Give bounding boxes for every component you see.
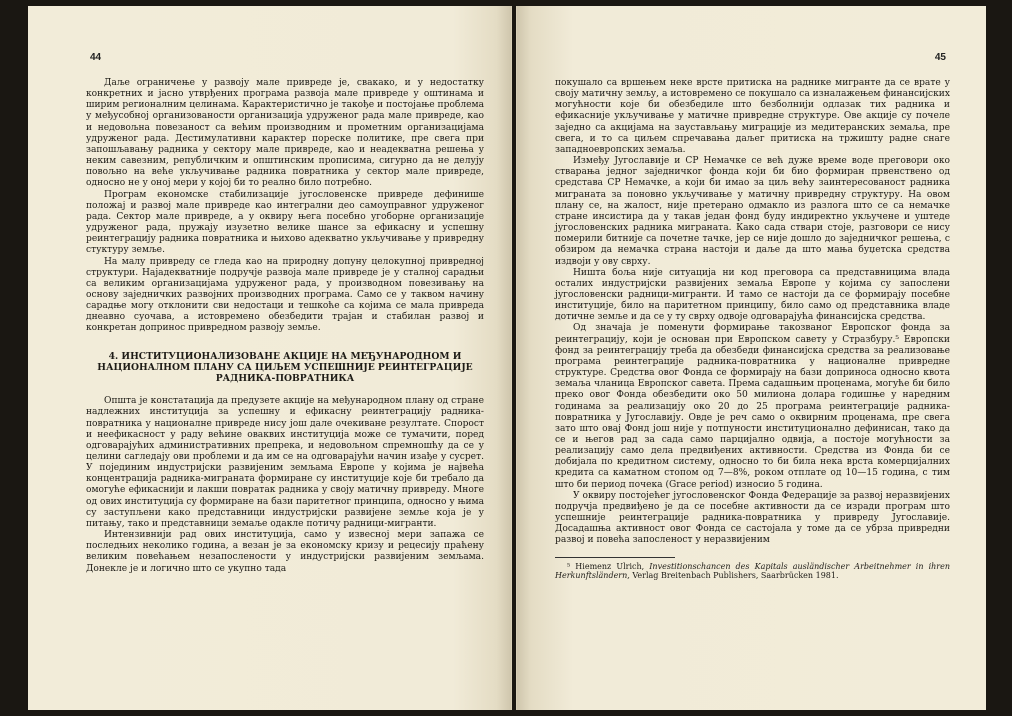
paragraph: На малу привреду се гледа као на природну допуну целокупној привредној структури. Најадекватније подручје развоја мале привреде је у сталној сарадњи са великим организацијама удруженог рада, у производном повезивању на основу заједничких развојних производних програма. Само се у таквом начину сарадње могу отклонити сви недостаци и тешкоће са којима се мала привреда днеавно суочава, а истовремено обезбедити трајан и стабилан развој и конкретан допринос привредном развоју земље. bbox=[86, 256, 484, 334]
footnote-title: Investitionschancen des Kapitals ausländischer Arbeitnehmer in ihren Herkunftsländern, bbox=[555, 561, 950, 581]
footnote bbox=[555, 562, 950, 581]
paragraph: покушало са вршењем неке врсте притиска на раднике мигранте да се врате у своју матичну земљу, а истовремено се покушало са изналажењем финансијских могућности које би обезбедиле што безболнији одлазак тих радника и ефикасније укључивање у матичне привредне структуре. Ове акције су почеле заједно са акцијама на заустављању миграције из медитеранских земаља, пре свега, и то са циљем спречавања даљег притиска на тржишту радне снаге западноевропских земаља. bbox=[555, 78, 950, 155]
paragraph: Интензивнији рад ових институција, само у извесној мери запажа се последњих неколико година, а везан је за економску кризу и рецесију праћену великим повећањем незапослености у индустријски развијеним земљама. Донекле је и логично што се укупно тада bbox=[86, 530, 484, 574]
footnote-publisher: Verlag Breitenbach Publishers, Saarbrücken 1981. bbox=[632, 571, 839, 581]
footnote-marker: ⁵ bbox=[567, 561, 571, 571]
right-page bbox=[516, 6, 986, 710]
paragraph: Програм економске стабилизације југословенске привреде дефинише положај и развој мале привреде као интегрални део самоуправног удруженог рада. Сектор мале привреде, а у оквиру њега посебно угоборне организације удруженог рада, пружају изузетно велике шансе за ефикасну и успешну реинтеграцију радника повратника и њихово адекватно укључивање у привредну стуктуру земље. bbox=[86, 189, 484, 256]
paragraph: Ништа боља није ситуација ни код преговора са представницима влада осталих индустријски развијених земаља Европе у којима су запослени југословенски радници-мигранти. И тамо се настоји да се формирају посебне институције, било на паритетном принципу, било само од представника владе дотичне земље и да се у ту сврху одвоје одговарајућа финансијска средства. bbox=[555, 267, 950, 323]
paragraph: Од значаја је поменути формирање такозваног Европског фонда за реинтеграцију, који је основан при Европском савету у Стразбуру.⁵ Европски фонд за реинтеграцију треба да обезбеди финансијска средства за реализовање програма реинтеграције радника-повратника у националне привредне структуре. Средства овог Фонда се формирају на бази доприноса односно квота земаља чланица Европског савета. Према садашњим проценама, могуће би било преко овог Фонда обезбедити око 50 милиона долара годишње у наредним годинама за реализацију око 20 до 25 програма реинтеграције радника-повратника у Југославију. Овде је реч само о оквирним проценама, пре свега зато што овај Фонд још није у потпуности институционално дефинисан, тако да се и његов рад за сада само парцијално одвија, а постоје могућности за реализацију само дела предвиђених активности. Средства из Фонда би се добијала по кредитном систему, односно то би била нека врста комерцијалних кредита са каматном стопом од 7—8%, роком отплате од 10—15 година, с тим што би период почека (Grace period) износио 5 година. bbox=[555, 323, 950, 490]
section-heading: 4. ИНСТИТУЦИОНАЛИЗОВАНЕ АКЦИЈЕ НА МЕЂУНАРОДНОМ И НАЦИОНАЛНОМ ПЛАНУ СА ЦИЉЕМ УСПЕШНИЈЕ РЕИНТЕГРАЦИЈЕ РАДНИКА-ПОВРАТНИКА bbox=[97, 350, 473, 384]
page-number-right: 45 bbox=[934, 52, 946, 63]
left-page-body bbox=[86, 78, 484, 575]
paragraph: Даље ограничење у развоју мале привреде је, свакако, и у недостатку конкретних и јасно утврђених програма развоја мале привреде у оштинама и ширим регионалним целинама. Карактеристично је такође и постојање проблема у међусобној организованости организација удруженог рада мале привреде, као и недовољна повезаност са већим производним и прометним организацијама удруженог рада. Дестимулативни карактер пореске политике, пре свега при запошљавању радника у сектору мале привреде, као и неадекватна решења у неким савезним, републичким и општинским прописима, сигурно да не делују повољно на веће укључивање радника повратника у сектор мале привреде, односно не у оној мери у којој би то реално било потребно. bbox=[86, 78, 484, 189]
page-number-left: 44 bbox=[90, 52, 102, 63]
right-page-body bbox=[555, 78, 950, 581]
paragraph: Општа је констатација да предузете акције на међународном плану од стране надлежних институција за успешну и ефикасну реинтеграцију радника-повратника у националне привреде нису још дале очекиване резултате. Спорост и неефикасност у раду већине оваквих институција може се тумачити, поред одговарајућих административних препрека, и недовољном спремношћу да се у целини сагледају ови проблеми и да им се на одговарајући начин изађе у сусрет. У појединим индустријски развијеним земљама Европе у којима је највећа концентрација радника-миграната формиране су институције које би требало да омогуће ефикаснији и лакши повратак радника у своју матичну привреду. Многе од ових институција су формиране на бази паритетног принципа, односно у њима су заступљени како представници индустријски развијене земље која је у питању, тако и представници земаље одакле потичу радници-мигранти. bbox=[86, 396, 484, 529]
left-page bbox=[28, 6, 512, 710]
paragraph: Између Југославије и СР Немачке се већ дуже време воде преговори око стварања једног заједничког фонда који би био формиран првенствено од средстава СР Немачке, а који би имао за циљ већу заинтересованост радника миграната за поновно укључивање у матичну привредну структуру. На овом плану се, на жалост, није претерано одмакло из разлога што се са немачке стране инсистира да у такав један фонд буду индиректно укључене и уштеде југословенских радника миграната. Како сада ствари стоје, разговори се нису померили битније са почетне тачке, јер се није дошло до заједничког решења, с обзиром да немачка страна настоји и даље да што мања буџетска средства издвоји у ову сврху. bbox=[555, 156, 950, 267]
footnote-divider bbox=[555, 557, 675, 558]
paragraph: У оквиру постојећег југословенског Фонда Федерације за развој неразвијених подручја предвиђено је да се посебне активности да се изради програм што успешније реинтеграције радника-повратника у привреду Југославије. Досадашња активност овог Фонда се састојала у томе да се убрза привредни развој и повећа запосленост у неразвијеним bbox=[555, 490, 950, 546]
footnote-author: Hiemenz Ulrich, bbox=[575, 561, 645, 571]
